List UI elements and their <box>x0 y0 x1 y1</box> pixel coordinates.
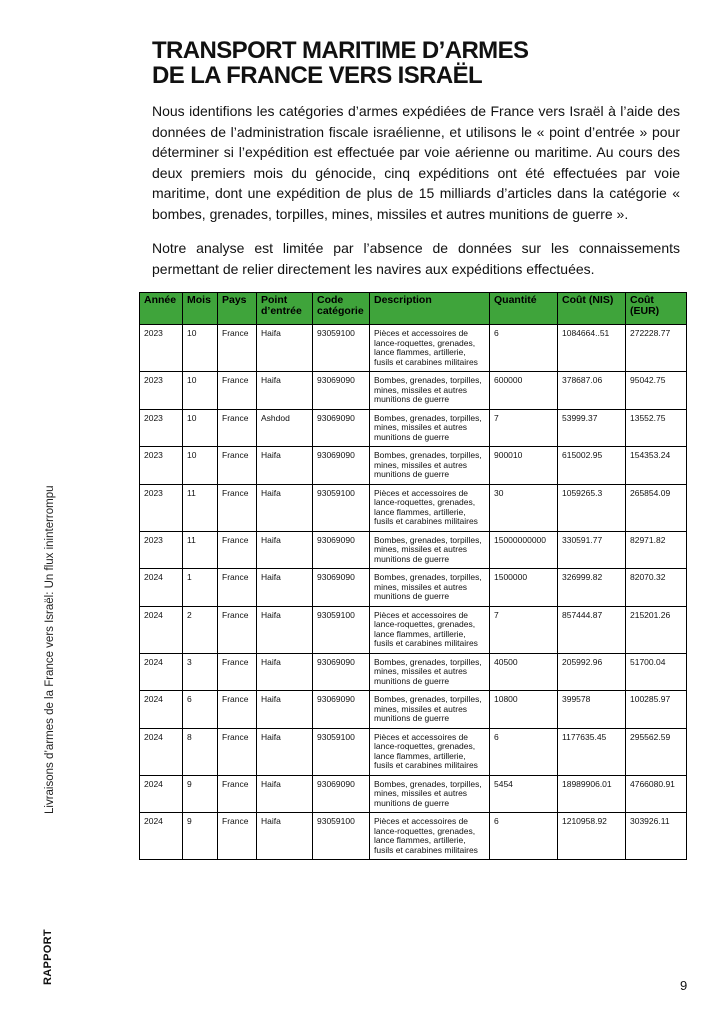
cell-point-entree: Haifa <box>257 325 313 372</box>
cell-pays: France <box>218 325 257 372</box>
cell-description: Bombes, grenades, torpilles, mines, missiles et autres munitions de guerre <box>370 691 490 729</box>
cell-point-entree: Haifa <box>257 372 313 410</box>
page-number: 9 <box>680 978 688 993</box>
cell-description: Bombes, grenades, torpilles, mines, missiles et autres munitions de guerre <box>370 775 490 813</box>
cell-cout-eur: 272228.77 <box>626 325 687 372</box>
cell-description: Pièces et accessoires de lance-roquettes, grenades, lance flammes, artillerie, fusils et carabines militaires <box>370 325 490 372</box>
cell-description: Bombes, grenades, torpilles, mines, missiles et autres munitions de guerre <box>370 372 490 410</box>
header-mois: Mois <box>183 293 218 325</box>
cell-quantite: 15000000000 <box>490 531 558 569</box>
note-paragraph: Notre analyse est limitée par l’absence de données sur les connaissements permettant de relier directement les navires aux expéditions effectuées. <box>152 240 680 277</box>
header-quantite: Quantité <box>490 293 558 325</box>
cell-cout-eur: 95042.75 <box>626 372 687 410</box>
cell-description: Pièces et accessoires de lance-roquettes, grenades, lance flammes, artillerie, fusils et carabines militaires <box>370 813 490 860</box>
cell-code-categorie: 93059100 <box>313 813 370 860</box>
cell-mois: 10 <box>183 447 218 485</box>
cell-mois: 11 <box>183 484 218 531</box>
table-row <box>140 653 687 691</box>
cell-cout-eur: 303926.11 <box>626 813 687 860</box>
cell-code-categorie: 93069090 <box>313 447 370 485</box>
cell-cout-eur: 265854.09 <box>626 484 687 531</box>
cell-pays: France <box>218 409 257 447</box>
cell-cout-nis: 1084664..51 <box>558 325 626 372</box>
cell-pays: France <box>218 728 257 775</box>
cell-mois: 11 <box>183 531 218 569</box>
cell-description: Bombes, grenades, torpilles, mines, missiles et autres munitions de guerre <box>370 653 490 691</box>
cell-code-categorie: 93069090 <box>313 775 370 813</box>
table-row <box>140 691 687 729</box>
header-code-categorie: Code catégorie <box>313 293 370 325</box>
cell-cout-nis: 615002.95 <box>558 447 626 485</box>
cell-cout-nis: 1210958.92 <box>558 813 626 860</box>
cell-annee: 2024 <box>140 691 183 729</box>
cell-code-categorie: 93059100 <box>313 606 370 653</box>
cell-annee: 2024 <box>140 606 183 653</box>
cell-quantite: 40500 <box>490 653 558 691</box>
cell-description: Pièces et accessoires de lance-roquettes, grenades, lance flammes, artillerie, fusils et carabines militaires <box>370 484 490 531</box>
cell-pays: France <box>218 484 257 531</box>
cell-annee: 2024 <box>140 813 183 860</box>
cell-point-entree: Haifa <box>257 484 313 531</box>
table-row <box>140 775 687 813</box>
cell-description: Bombes, grenades, torpilles, mines, missiles et autres munitions de guerre <box>370 569 490 607</box>
cell-cout-nis: 1059265.3 <box>558 484 626 531</box>
cell-point-entree: Haifa <box>257 569 313 607</box>
cell-mois: 9 <box>183 775 218 813</box>
cell-pays: France <box>218 372 257 410</box>
cell-point-entree: Ashdod <box>257 409 313 447</box>
cell-quantite: 7 <box>490 606 558 653</box>
cell-mois: 3 <box>183 653 218 691</box>
table-row <box>140 447 687 485</box>
table-row <box>140 484 687 531</box>
cell-annee: 2024 <box>140 775 183 813</box>
table-row <box>140 531 687 569</box>
cell-cout-nis: 857444.87 <box>558 606 626 653</box>
cell-cout-eur: 82971.82 <box>626 531 687 569</box>
cell-annee: 2024 <box>140 728 183 775</box>
cell-code-categorie: 93069090 <box>313 409 370 447</box>
header-cout-eur: Coût (EUR) <box>626 293 687 325</box>
cell-quantite: 1500000 <box>490 569 558 607</box>
cell-quantite: 900010 <box>490 447 558 485</box>
cell-mois: 10 <box>183 409 218 447</box>
table-row <box>140 372 687 410</box>
cell-code-categorie: 93069090 <box>313 531 370 569</box>
cell-cout-eur: 295562.59 <box>626 728 687 775</box>
cell-annee: 2023 <box>140 325 183 372</box>
cell-pays: France <box>218 606 257 653</box>
cell-cout-eur: 154353.24 <box>626 447 687 485</box>
cell-pays: France <box>218 531 257 569</box>
cell-cout-nis: 326999.82 <box>558 569 626 607</box>
table-row <box>140 606 687 653</box>
cell-code-categorie: 93059100 <box>313 484 370 531</box>
cell-pays: France <box>218 569 257 607</box>
cell-mois: 10 <box>183 372 218 410</box>
header-cout-nis: Coût (NIS) <box>558 293 626 325</box>
cell-point-entree: Haifa <box>257 653 313 691</box>
cell-annee: 2024 <box>140 653 183 691</box>
cell-quantite: 5454 <box>490 775 558 813</box>
cell-annee: 2023 <box>140 484 183 531</box>
cell-quantite: 6 <box>490 728 558 775</box>
cell-point-entree: Haifa <box>257 728 313 775</box>
running-title: Livraisons d’armes de la France vers Israël: Un flux ininterrompu <box>44 485 56 814</box>
cell-code-categorie: 93069090 <box>313 653 370 691</box>
intro-paragraph: Nous identifions les catégories d’armes expédiées de France vers Israël à l’aide des données de l’administration fiscale israélienne, et utilisons le « point d’entrée » pour déterminer si l’expédition est effectuée par voie aérienne ou maritime. Au cours des deux premiers mois du génocide, cinq expéditions ont été effectuées par voie maritime, dont une expédition de plus de 15 milliards d’articles dans la catégorie « bombes, grenades, torpilles, mines, missiles et autres munitions de guerre ». <box>152 103 680 222</box>
cell-quantite: 10800 <box>490 691 558 729</box>
cell-cout-eur: 82070.32 <box>626 569 687 607</box>
cell-code-categorie: 93059100 <box>313 728 370 775</box>
cell-cout-nis: 378687.06 <box>558 372 626 410</box>
cell-mois: 6 <box>183 691 218 729</box>
cell-cout-nis: 53999.37 <box>558 409 626 447</box>
cell-point-entree: Haifa <box>257 531 313 569</box>
cell-code-categorie: 93069090 <box>313 569 370 607</box>
table-row <box>140 409 687 447</box>
cell-quantite: 30 <box>490 484 558 531</box>
cell-cout-nis: 330591.77 <box>558 531 626 569</box>
table-row <box>140 728 687 775</box>
cell-cout-eur: 4766080.91 <box>626 775 687 813</box>
table-row <box>140 813 687 860</box>
cell-annee: 2024 <box>140 569 183 607</box>
header-point-entree: Point d’entrée <box>257 293 313 325</box>
cell-cout-nis: 399578 <box>558 691 626 729</box>
title-line-2: DE LA FRANCE VERS ISRAËL <box>152 62 483 89</box>
header-pays: Pays <box>218 293 257 325</box>
cell-annee: 2023 <box>140 531 183 569</box>
cell-description: Pièces et accessoires de lance-roquettes, grenades, lance flammes, artillerie, fusils et carabines militaires <box>370 728 490 775</box>
cell-code-categorie: 93069090 <box>313 691 370 729</box>
title-line-1: TRANSPORT MARITIME D’ARMES <box>152 37 529 64</box>
cell-description: Pièces et accessoires de lance-roquettes, grenades, lance flammes, artillerie, fusils et carabines militaires <box>370 606 490 653</box>
cell-point-entree: Haifa <box>257 606 313 653</box>
cell-cout-nis: 205992.96 <box>558 653 626 691</box>
cell-cout-nis: 1177635.45 <box>558 728 626 775</box>
cell-mois: 1 <box>183 569 218 607</box>
cell-cout-nis: 18989906.01 <box>558 775 626 813</box>
page-title <box>152 38 672 88</box>
cell-mois: 9 <box>183 813 218 860</box>
cell-pays: France <box>218 653 257 691</box>
cell-cout-eur: 51700.04 <box>626 653 687 691</box>
cell-quantite: 6 <box>490 325 558 372</box>
cell-pays: France <box>218 447 257 485</box>
cell-cout-eur: 13552.75 <box>626 409 687 447</box>
header-annee: Année <box>140 293 183 325</box>
cell-code-categorie: 93069090 <box>313 372 370 410</box>
cell-quantite: 6 <box>490 813 558 860</box>
table-row <box>140 569 687 607</box>
cell-quantite: 7 <box>490 409 558 447</box>
cell-annee: 2023 <box>140 409 183 447</box>
header-description: Description <box>370 293 490 325</box>
cell-point-entree: Haifa <box>257 813 313 860</box>
cell-code-categorie: 93059100 <box>313 325 370 372</box>
cell-quantite: 600000 <box>490 372 558 410</box>
table-header-row <box>140 293 687 325</box>
cell-pays: France <box>218 813 257 860</box>
section-label: RAPPORT <box>42 929 54 985</box>
cell-point-entree: Haifa <box>257 691 313 729</box>
cell-point-entree: Haifa <box>257 775 313 813</box>
cell-cout-eur: 100285.97 <box>626 691 687 729</box>
cell-mois: 10 <box>183 325 218 372</box>
cell-mois: 2 <box>183 606 218 653</box>
cell-mois: 8 <box>183 728 218 775</box>
cell-description: Bombes, grenades, torpilles, mines, missiles et autres munitions de guerre <box>370 409 490 447</box>
cell-description: Bombes, grenades, torpilles, mines, missiles et autres munitions de guerre <box>370 447 490 485</box>
table-row <box>140 325 687 372</box>
cell-annee: 2023 <box>140 372 183 410</box>
cell-pays: France <box>218 691 257 729</box>
shipments-table <box>139 292 687 860</box>
cell-point-entree: Haifa <box>257 447 313 485</box>
cell-annee: 2023 <box>140 447 183 485</box>
cell-cout-eur: 215201.26 <box>626 606 687 653</box>
cell-pays: France <box>218 775 257 813</box>
cell-description: Bombes, grenades, torpilles, mines, missiles et autres munitions de guerre <box>370 531 490 569</box>
